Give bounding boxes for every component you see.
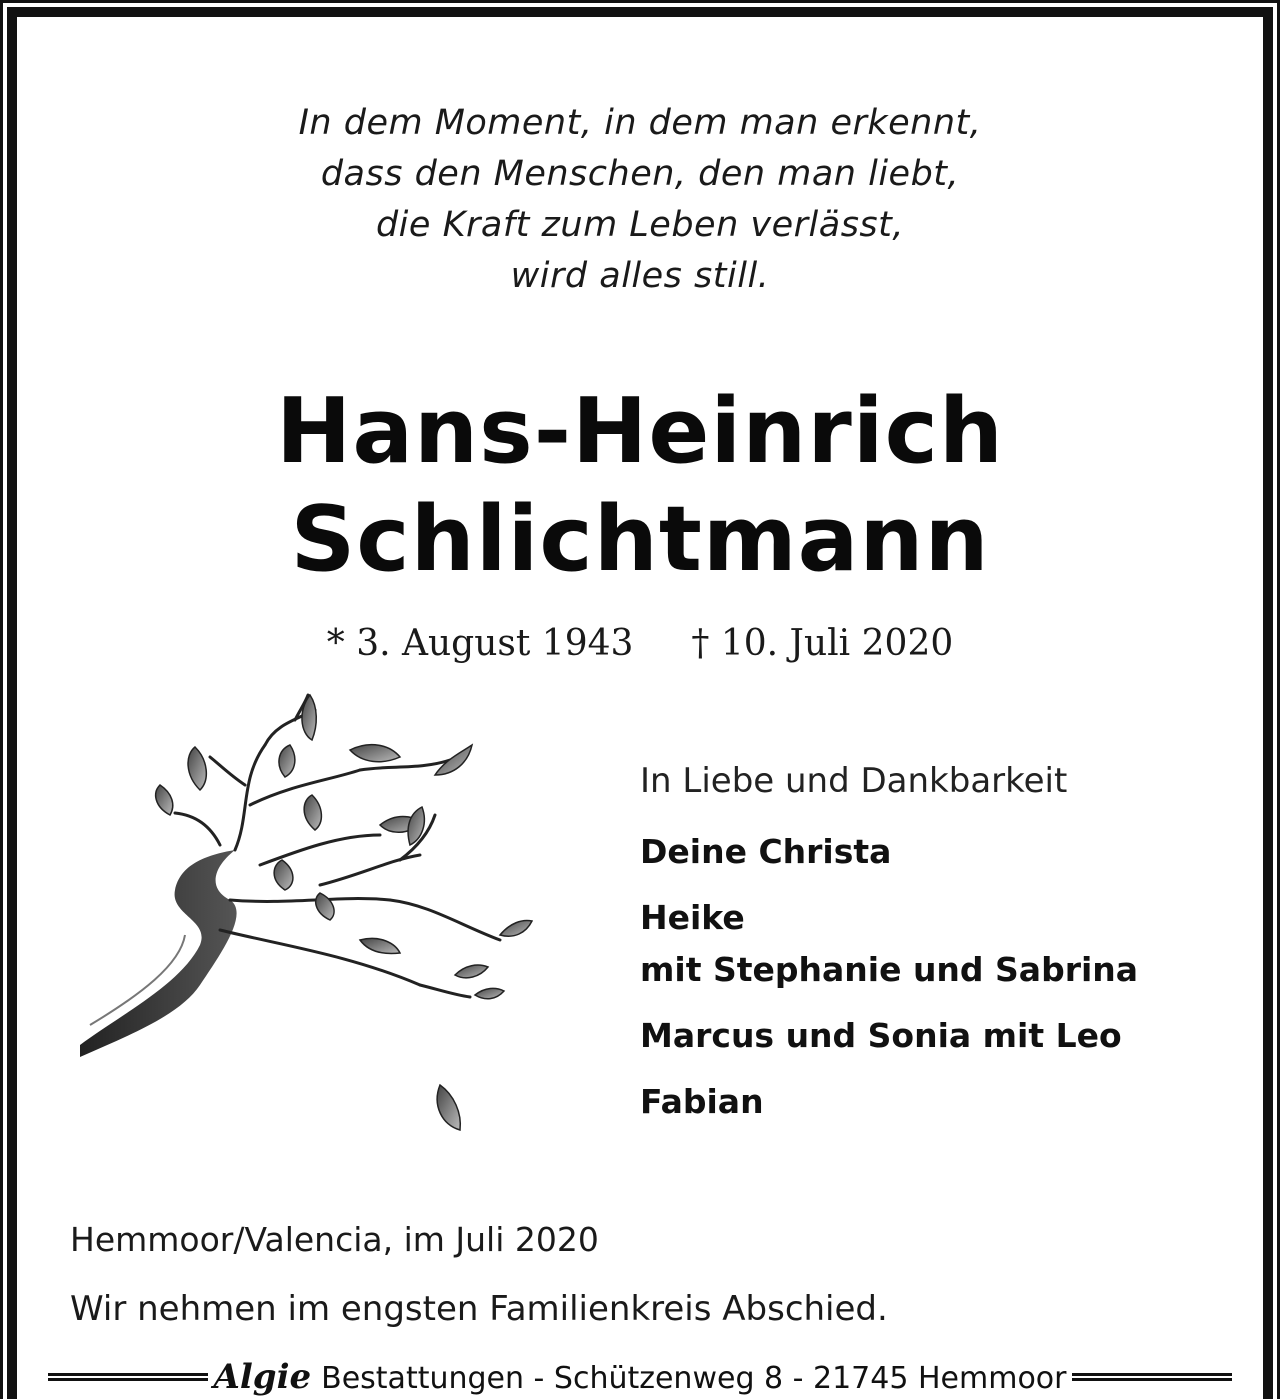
family-line: Heike [640,898,745,937]
footer-text [214,1357,1067,1397]
family-signatures [640,758,1240,1142]
funeral-home-logo: Algie [213,1356,312,1397]
farewell-note: Wir nehmen im engsten Familienkreis Abschied. [70,1289,888,1329]
family-member [640,1076,1240,1128]
first-name: Hans-Heinrich [276,379,1004,484]
place-date: Hemmoor/Valencia, im Juli 2020 [70,1220,599,1259]
tree-branch-icon [60,685,540,1155]
life-dates [0,620,1280,668]
family-member [640,1010,1240,1062]
deceased-name [0,378,1280,594]
family-member [640,826,1240,878]
poem-line: wird alles still. [510,256,770,296]
footer-rule-left [48,1373,208,1381]
family-member [640,892,1240,996]
family-line: Fabian [640,1082,764,1121]
death-date: † 10. Juli 2020 [691,623,954,664]
family-intro: In Liebe und Dankbarkeit [640,761,1068,801]
family-line: Deine Christa [640,832,892,871]
poem [0,98,1280,302]
footer-rule-right [1072,1373,1232,1381]
last-name: Schlichtmann [290,487,990,592]
poem-line: die Kraft zum Leben verlässt, [375,205,905,245]
poem-line: In dem Moment, in dem man erkennt, [298,103,982,143]
birth-date: * 3. August 1943 [326,623,634,664]
funeral-home-address: Bestattungen - Schützenweg 8 - 21745 Hemmoor [321,1360,1067,1396]
footer [0,1354,1280,1399]
family-line: mit Stephanie und Sabrina [640,950,1139,989]
family-line: Marcus und Sonia mit Leo [640,1016,1122,1055]
poem-line: dass den Menschen, den man liebt, [320,154,960,194]
